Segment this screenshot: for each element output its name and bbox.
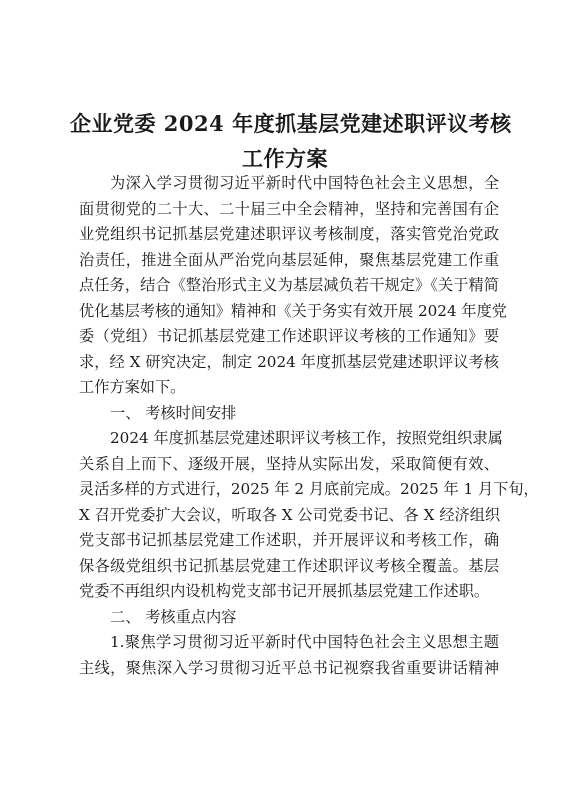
section-2-line: 1.聚焦学习贯彻习近平新时代中国特色社会主义思想主题 (110, 633, 499, 651)
section-1-line: 党委不再组织内设机构党支部书记开展抓基层党建工作述职。 (79, 582, 490, 600)
intro-line: 为深入学习贯彻习近平新时代中国特色社会主义思想，全 (110, 174, 499, 192)
intro-line: 业党组织书记抓基层党建述职评议考核制度，落实管党治党政 (79, 225, 499, 243)
section-1-line: 党支部书记抓基层党建工作述职，并开展评议和考核工作，确 (79, 531, 499, 549)
intro-line: 点任务，结合《整治形式主义为基层减负若干规定》《关于精简 (79, 276, 499, 294)
document-title-line-1: 企业党委 2024 年度抓基层党建述职评议考核 (70, 111, 512, 136)
intro-line: 工作方案如下。 (79, 378, 186, 396)
intro-line: 治责任，推进全面从严治党向基层延伸，聚焦基层党建工作重 (79, 250, 499, 269)
section-1-line: 保各级党组织书记抓基层党建工作述职评议考核全覆盖。基层 (79, 556, 499, 575)
section-1-line: X 召开党委扩大会议，听取各 X 公司党委书记、各 X 经济组织 (79, 505, 501, 524)
section-1-line: 关系自上而下、逐级开展，坚持从实际出发，采取简便有效、 (79, 454, 499, 473)
intro-line: 面贯彻党的二十大、二十届三中全会精神，坚持和完善国有企 (79, 199, 499, 218)
document-title-line-2: 工作方案 (242, 146, 328, 171)
document-body (79, 171, 539, 681)
intro-line: 求，经 X 研究决定，制定 2024 年度抓基层党建述职评议考核 (79, 352, 499, 371)
intro-line: 委（党组）书记抓基层党建工作述职评议考核的工作通知》要 (79, 327, 499, 345)
section-1-line: 2024 年度抓基层党建述职评议考核工作，按照党组织隶属 (110, 429, 503, 447)
section-heading-2: 二、 考核重点内容 (110, 607, 237, 626)
section-heading-1: 一、 考核时间安排 (110, 403, 237, 422)
section-2-line: 主线，聚焦深入学习贯彻习近平总书记视察我省重要讲话精神 (79, 658, 499, 677)
intro-line: 优化基层考核的通知》精神和《关于务实有效开展 2024 年度党 (79, 301, 507, 320)
section-1-line: 灵活多样的方式进行，2025 年 2 月底前完成。2025 年 1 月下旬， (79, 480, 539, 498)
